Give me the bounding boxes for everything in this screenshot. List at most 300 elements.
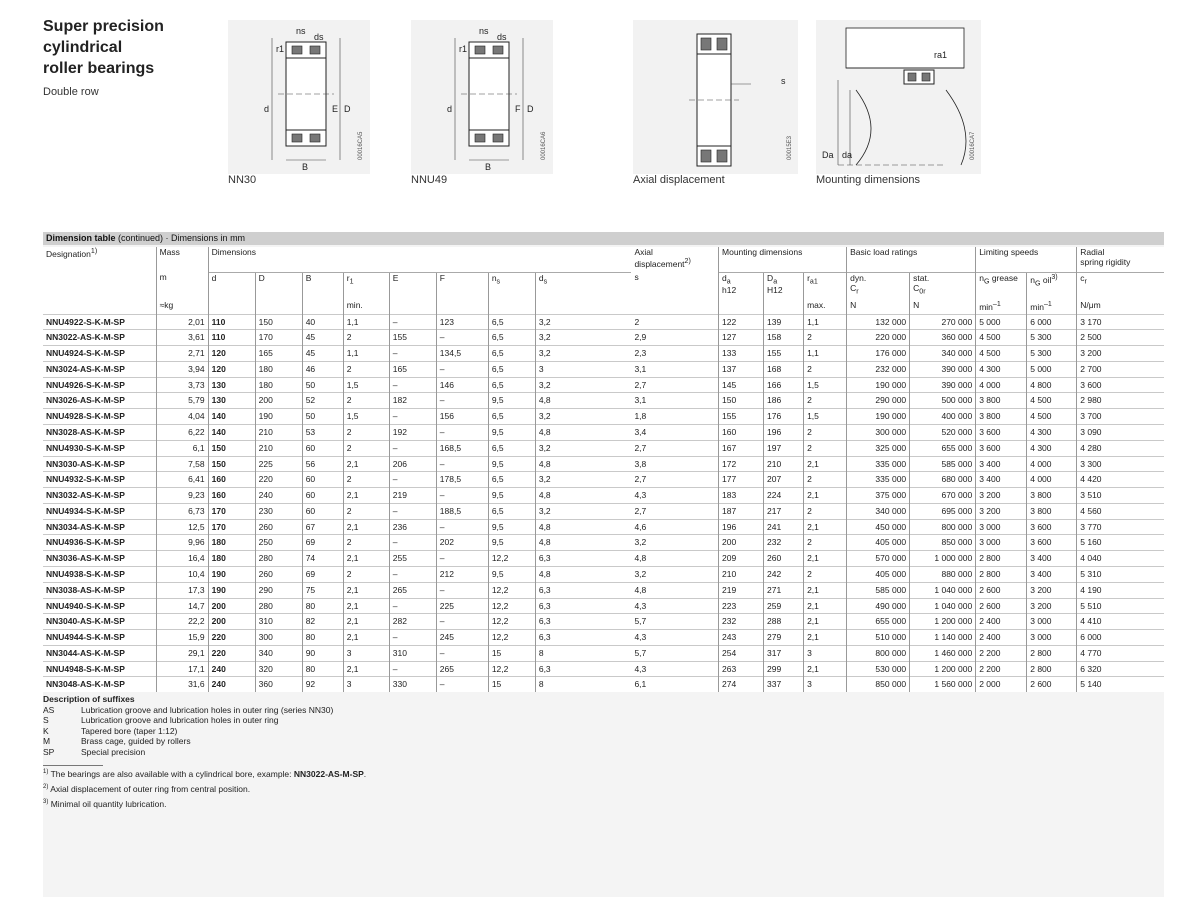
figure-mounting-dimensions — [816, 20, 981, 174]
table-cell: 3 000 — [1027, 630, 1077, 646]
table-cell: 192 — [389, 424, 436, 440]
table-cell: – — [389, 567, 436, 583]
table-cell: 3 510 — [1077, 488, 1164, 504]
designation-cell: NN3032-AS-K-M-SP — [43, 488, 156, 504]
table-cell: 16,4 — [156, 551, 208, 567]
table-cell: 2 — [804, 330, 847, 346]
table-cell: 69 — [302, 535, 343, 551]
table-cell: 2,1 — [804, 598, 847, 614]
table-cell: 263 — [719, 661, 764, 677]
table-cell: 139 — [764, 314, 804, 330]
table-cell: 127 — [719, 330, 764, 346]
header-E: E — [389, 272, 436, 300]
table-cell: 288 — [764, 614, 804, 630]
table-cell: 3 800 — [976, 393, 1027, 409]
table-cell: 4 500 — [976, 346, 1027, 362]
page-subtitle: Double row — [43, 86, 99, 98]
header-B: B — [302, 272, 343, 300]
table-cell: 3 800 — [976, 409, 1027, 425]
designation-cell: NNU4938-S-K-M-SP — [43, 567, 156, 583]
table-cell: 6,5 — [488, 503, 535, 519]
table-cell: 325 000 — [847, 440, 910, 456]
table-cell: 1 460 000 — [910, 645, 976, 661]
table-cell: 1 200 000 — [910, 614, 976, 630]
caption-mounting-dimensions: Mounting dimensions — [816, 174, 920, 186]
table-cell: 155 — [389, 330, 436, 346]
table-cell: 4 000 — [1027, 456, 1077, 472]
table-cell: 4 000 — [1027, 472, 1077, 488]
table-cell: 168 — [764, 361, 804, 377]
table-cell: 400 000 — [910, 409, 976, 425]
table-row — [43, 346, 1164, 362]
table-cell: 29,1 — [156, 645, 208, 661]
table-cell: 180 — [208, 551, 255, 567]
table-cell: 50 — [302, 409, 343, 425]
table-cell: 3 400 — [1027, 567, 1077, 583]
table-cell: 2 — [804, 535, 847, 551]
table-cell: 130 — [208, 377, 255, 393]
table-cell: 695 000 — [910, 503, 976, 519]
table-cell: 340 000 — [910, 346, 976, 362]
table-cell: 850 000 — [847, 677, 910, 692]
table-cell: 3 — [343, 677, 389, 692]
table-cell: 8 — [535, 645, 631, 661]
table-cell: 232 — [764, 535, 804, 551]
table-cell: 2 400 — [976, 630, 1027, 646]
suffix-item: SP Special precision — [43, 746, 146, 757]
table-cell: – — [389, 377, 436, 393]
label-F: F — [515, 104, 521, 114]
table-cell: 160 — [208, 488, 255, 504]
table-cell: 530 000 — [847, 661, 910, 677]
table-cell: 2 800 — [976, 567, 1027, 583]
table-cell: 150 — [719, 393, 764, 409]
table-cell: 200 — [719, 535, 764, 551]
designation-cell: NN3030-AS-K-M-SP — [43, 456, 156, 472]
table-row — [43, 630, 1164, 646]
header-dyn: dyn. $C_r$ — [847, 272, 910, 300]
table-row — [43, 377, 1164, 393]
table-cell: – — [389, 661, 436, 677]
table-cell: 209 — [719, 551, 764, 567]
header-d: d — [208, 272, 255, 300]
suffix-item: S Lubrication groove and lubrication holes in outer ring — [43, 715, 279, 725]
table-cell: 67 — [302, 519, 343, 535]
table-cell: 3,2 — [535, 503, 631, 519]
table-cell: 2,01 — [156, 314, 208, 330]
table-cell: 375 000 — [847, 488, 910, 504]
header-oil-unit: $\min^{-1}$ — [1027, 300, 1077, 314]
table-cell: 45 — [302, 346, 343, 362]
table-cell: 3,61 — [156, 330, 208, 346]
table-cell: 2 200 — [976, 661, 1027, 677]
table-cell: 3 200 — [1027, 598, 1077, 614]
table-cell: 242 — [764, 567, 804, 583]
table-cell: 172 — [719, 456, 764, 472]
table-cell: 245 — [436, 630, 488, 646]
table-cell: 6,5 — [488, 330, 535, 346]
table-cell: 155 — [764, 346, 804, 362]
suffix-item: AS Lubrication groove and lubrication holes in outer ring (series NN30) — [43, 704, 334, 715]
table-cell: 150 — [208, 440, 255, 456]
table-cell: 146 — [436, 377, 488, 393]
table-cell: 180 — [208, 535, 255, 551]
table-cell: 2 — [804, 503, 847, 519]
table-cell: 1,8 — [631, 409, 718, 425]
table-cell: 255 — [389, 551, 436, 567]
header-F: F — [436, 272, 488, 300]
table-cell: – — [389, 630, 436, 646]
table-cell: 60 — [302, 472, 343, 488]
table-cell: 2 600 — [1027, 677, 1077, 692]
table-cell: 4 560 — [1077, 503, 1164, 519]
table-cell: 280 — [255, 598, 302, 614]
table-cell: 210 — [255, 424, 302, 440]
table-cell: 230 — [255, 503, 302, 519]
table-cell: 405 000 — [847, 535, 910, 551]
header-ra1: $r_{a1}$ — [804, 272, 847, 300]
table-cell: 2 — [343, 567, 389, 583]
table-cell: 880 000 — [910, 567, 976, 583]
designation-cell: NN3022-AS-K-M-SP — [43, 330, 156, 346]
table-cell: 510 000 — [847, 630, 910, 646]
table-cell: 4,8 — [535, 424, 631, 440]
table-cell: 4,6 — [631, 519, 718, 535]
table-cell: 110 — [208, 330, 255, 346]
label-B: B — [302, 162, 309, 172]
table-cell: 196 — [764, 424, 804, 440]
table-cell: 52 — [302, 393, 343, 409]
table-cell: 1,1 — [343, 346, 389, 362]
table-cell: 2,1 — [804, 614, 847, 630]
table-cell: 6,5 — [488, 346, 535, 362]
table-cell: 60 — [302, 440, 343, 456]
table-cell: 2 — [343, 424, 389, 440]
table-cell: 3 000 — [976, 535, 1027, 551]
table-cell: 176 — [764, 409, 804, 425]
table-cell: 140 — [208, 409, 255, 425]
table-cell: 265 — [389, 582, 436, 598]
table-cell: 1 040 000 — [910, 598, 976, 614]
table-cell: 2 800 — [1027, 645, 1077, 661]
table-cell: 259 — [764, 598, 804, 614]
table-cell: 46 — [302, 361, 343, 377]
label-ra1: ra1 — [934, 50, 948, 60]
table-cell: 4 770 — [1077, 645, 1164, 661]
table-cell: 4 500 — [976, 330, 1027, 346]
table-row — [43, 661, 1164, 677]
table-cell: 9,5 — [488, 519, 535, 535]
header-dimensions: Dimensions — [208, 247, 631, 272]
table-cell: 188,5 — [436, 503, 488, 519]
table-cell: 3 400 — [976, 456, 1027, 472]
table-row — [43, 582, 1164, 598]
table-cell: 196 — [719, 519, 764, 535]
table-cell: 3 170 — [1077, 314, 1164, 330]
table-cell: 585 000 — [847, 582, 910, 598]
table-cell: 3 800 — [1027, 503, 1077, 519]
table-cell: 6,41 — [156, 472, 208, 488]
table-cell: 2 700 — [1077, 361, 1164, 377]
table-cell: 330 — [389, 677, 436, 692]
table-cell: 3 770 — [1077, 519, 1164, 535]
table-cell: 335 000 — [847, 472, 910, 488]
table-cell: 5 160 — [1077, 535, 1164, 551]
table-cell: 2,1 — [343, 551, 389, 567]
table-cell: 3,2 — [535, 314, 631, 330]
table-cell: 250 — [255, 535, 302, 551]
table-row — [43, 535, 1164, 551]
nn30-drawing — [228, 20, 370, 174]
designation-cell: NN3048-AS-K-M-SP — [43, 677, 156, 692]
table-cell: 170 — [208, 503, 255, 519]
table-cell: 6,22 — [156, 424, 208, 440]
table-cell: 290 000 — [847, 393, 910, 409]
table-cell: 655 000 — [847, 614, 910, 630]
table-cell: 212 — [436, 567, 488, 583]
designation-cell: NN3024-AS-K-M-SP — [43, 361, 156, 377]
table-cell: 200 — [208, 598, 255, 614]
header-ra1-max: max. — [804, 300, 847, 314]
table-cell: 5 300 — [1027, 346, 1077, 362]
table-cell: 9,5 — [488, 456, 535, 472]
table-cell: 3,8 — [631, 456, 718, 472]
table-cell: 12,2 — [488, 551, 535, 567]
header-basic-load-ratings: Basic load ratings — [847, 247, 976, 272]
table-cell: 2 980 — [1077, 393, 1164, 409]
table-cell: 2 — [804, 361, 847, 377]
table-cell: 299 — [764, 661, 804, 677]
table-cell: 2,1 — [804, 630, 847, 646]
label-d: d — [447, 104, 453, 114]
figure-axial-displacement — [633, 20, 798, 174]
table-cell: 6,3 — [535, 582, 631, 598]
table-cell: 2 — [631, 314, 718, 330]
table-cell: 166 — [764, 377, 804, 393]
table-cell: – — [436, 551, 488, 567]
table-cell: 6,3 — [535, 598, 631, 614]
table-cell: 145 — [719, 377, 764, 393]
table-cell: 2 — [343, 503, 389, 519]
table-cell: 320 — [255, 661, 302, 677]
table-cell: 133 — [719, 346, 764, 362]
table-cell: 160 — [719, 424, 764, 440]
footnote-2: $^{2)}$ Axial displacement of outer ring from central position. — [43, 784, 251, 794]
caption-nnu49: NNU49 — [411, 174, 448, 186]
table-cell: 4 500 — [1027, 409, 1077, 425]
header-mass-unit: ≈kg — [156, 300, 208, 314]
table-cell: 2 — [804, 440, 847, 456]
table-cell: 3,2 — [535, 440, 631, 456]
table-cell: 220 000 — [847, 330, 910, 346]
suffix-item: K Tapered bore (taper 1:12) — [43, 725, 178, 736]
table-cell: 3 700 — [1077, 409, 1164, 425]
designation-cell: NNU4940-S-K-M-SP — [43, 598, 156, 614]
table-cell: 3 400 — [976, 472, 1027, 488]
table-cell: 158 — [764, 330, 804, 346]
table-cell: 140 — [208, 424, 255, 440]
table-cell: 40 — [302, 314, 343, 330]
table-cell: 6,5 — [488, 314, 535, 330]
nnu49-drawing — [411, 20, 553, 174]
header-Da: $D_a$ H12 — [764, 272, 804, 300]
table-row — [43, 503, 1164, 519]
table-cell: 3 — [804, 645, 847, 661]
table-cell: 2 800 — [976, 551, 1027, 567]
table-cell: 5,79 — [156, 393, 208, 409]
table-cell: 2,1 — [343, 519, 389, 535]
table-cell: 12,2 — [488, 661, 535, 677]
table-cell: 5 300 — [1027, 330, 1077, 346]
table-cell: 9,96 — [156, 535, 208, 551]
page-title: Super precision cylindrical roller bearings — [43, 18, 164, 77]
table-cell: 225 — [255, 456, 302, 472]
table-cell: 241 — [764, 519, 804, 535]
table-cell: 1 040 000 — [910, 582, 976, 598]
table-cell: 5 000 — [976, 314, 1027, 330]
designation-cell: NNU4928-S-K-M-SP — [43, 409, 156, 425]
table-cell: 183 — [719, 488, 764, 504]
header-da: $d_a$ h12 — [719, 272, 764, 300]
figure-nnu49 — [411, 20, 553, 174]
table-cell: 4 500 — [1027, 393, 1077, 409]
figure-code: 00016CA7 — [970, 131, 976, 160]
table-cell: 240 — [208, 677, 255, 692]
table-cell: 80 — [302, 598, 343, 614]
table-cell: 3 000 — [1027, 614, 1077, 630]
table-cell: 92 — [302, 677, 343, 692]
table-row — [43, 614, 1164, 630]
table-cell: 1,1 — [804, 314, 847, 330]
table-cell: 265 — [436, 661, 488, 677]
header-axial-displacement: Axial displacement$^{2)}$ — [631, 247, 718, 272]
catalog-page — [43, 10, 1164, 897]
table-cell: 2,1 — [343, 582, 389, 598]
header-D: D — [255, 272, 302, 300]
table-cell: – — [436, 488, 488, 504]
table-cell: 2,1 — [804, 456, 847, 472]
table-cell: 82 — [302, 614, 343, 630]
table-cell: 4 300 — [1027, 440, 1077, 456]
footnote-divider — [43, 765, 103, 766]
header-radial-spring-rigidity: Radial spring rigidity — [1077, 247, 1164, 272]
table-cell: 4 420 — [1077, 472, 1164, 488]
table-cell: 236 — [389, 519, 436, 535]
table-cell: 6,5 — [488, 440, 535, 456]
table-cell: 5 140 — [1077, 677, 1164, 692]
table-cell: 390 000 — [910, 377, 976, 393]
header-ns: $n_s$ — [488, 272, 535, 300]
header-r1-min: min. — [343, 300, 389, 314]
table-cell: 225 — [436, 598, 488, 614]
table-cell: 4,8 — [535, 456, 631, 472]
table-cell: 3 600 — [1027, 535, 1077, 551]
figure-code: 00016CA5 — [358, 131, 364, 160]
table-cell: 3 200 — [976, 503, 1027, 519]
table-cell: 12,2 — [488, 598, 535, 614]
table-cell: 31,6 — [156, 677, 208, 692]
table-cell: 2,1 — [804, 488, 847, 504]
table-cell: 260 — [764, 551, 804, 567]
table-cell: 260 — [255, 567, 302, 583]
table-cell: 4,8 — [535, 567, 631, 583]
table-cell: 3 600 — [976, 440, 1027, 456]
table-cell: 2,1 — [804, 519, 847, 535]
table-cell: – — [389, 314, 436, 330]
header-designation: Designation$^{1)}$ — [43, 247, 156, 272]
table-cell: 156 — [436, 409, 488, 425]
table-cell: 2,1 — [343, 661, 389, 677]
table-cell: 178,5 — [436, 472, 488, 488]
designation-cell: NN3038-AS-K-M-SP — [43, 582, 156, 598]
table-cell: – — [436, 456, 488, 472]
figure-code: 00015E3 — [787, 135, 793, 160]
table-cell: 4 300 — [1027, 424, 1077, 440]
table-cell: 2,7 — [631, 377, 718, 393]
table-cell: 6,3 — [535, 630, 631, 646]
label-s: s — [781, 76, 786, 86]
table-cell: 232 — [719, 614, 764, 630]
table-cell: 3,94 — [156, 361, 208, 377]
table-cell: 6 320 — [1077, 661, 1164, 677]
table-cell: 3 300 — [1077, 456, 1164, 472]
axial-displacement-drawing — [633, 20, 798, 174]
table-cell: – — [389, 503, 436, 519]
header-r1: $r_1$ — [343, 272, 389, 300]
table-cell: 1 560 000 — [910, 677, 976, 692]
table-cell: 4,8 — [535, 393, 631, 409]
table-cell: 4,8 — [535, 535, 631, 551]
table-cell: 4 000 — [976, 377, 1027, 393]
table-cell: 224 — [764, 488, 804, 504]
table-cell: 300 000 — [847, 424, 910, 440]
table-cell: – — [436, 614, 488, 630]
table-cell: 200 — [208, 614, 255, 630]
table-cell: 155 — [719, 409, 764, 425]
table-cell: 800 000 — [910, 519, 976, 535]
header-cr: $c_r$ — [1077, 272, 1164, 300]
table-cell: 4 280 — [1077, 440, 1164, 456]
table-cell: 207 — [764, 472, 804, 488]
table-cell: 12,2 — [488, 614, 535, 630]
table-cell: – — [389, 440, 436, 456]
table-cell: 4 040 — [1077, 551, 1164, 567]
table-cell: 200 — [255, 393, 302, 409]
table-cell: 6 000 — [1027, 314, 1077, 330]
table-cell: 3 600 — [1077, 377, 1164, 393]
table-cell: 5 510 — [1077, 598, 1164, 614]
table-row — [43, 567, 1164, 583]
table-cell: 2 — [804, 393, 847, 409]
caption-nn30: NN30 — [228, 174, 257, 186]
table-cell: 270 000 — [910, 314, 976, 330]
table-cell: 340 — [255, 645, 302, 661]
header-ng-oil: $n_G$ oil$^{3)}$ — [1027, 272, 1077, 300]
table-cell: 56 — [302, 456, 343, 472]
table-cell: 6,5 — [488, 472, 535, 488]
table-cell: 3 — [804, 677, 847, 692]
table-cell: 243 — [719, 630, 764, 646]
table-row — [43, 472, 1164, 488]
designation-cell: NNU4934-S-K-M-SP — [43, 503, 156, 519]
label-B: B — [485, 162, 492, 172]
table-cell: 280 — [255, 551, 302, 567]
designation-cell: NN3040-AS-K-M-SP — [43, 614, 156, 630]
table-cell: 210 — [764, 456, 804, 472]
table-cell: 17,1 — [156, 661, 208, 677]
table-cell: 217 — [764, 503, 804, 519]
table-cell: 6,3 — [535, 614, 631, 630]
